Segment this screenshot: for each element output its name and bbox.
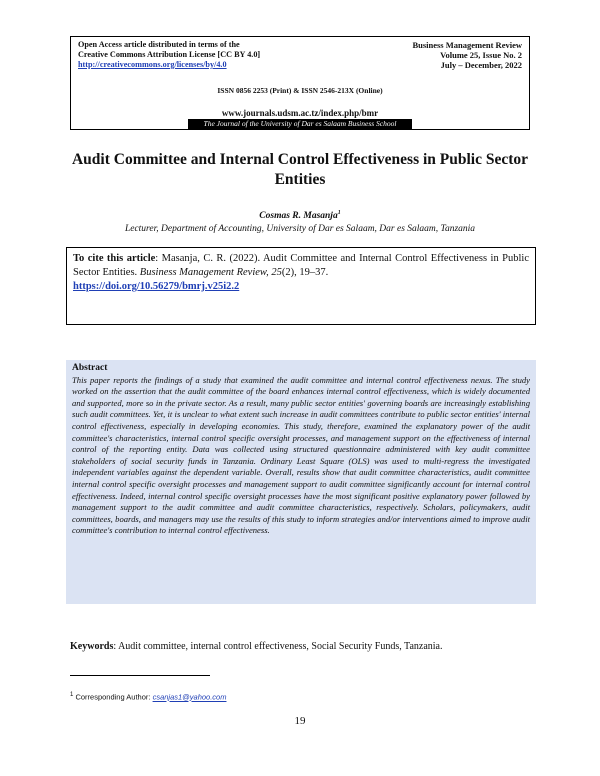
citation-journal: Business Management Review, 25 [139, 267, 282, 278]
journal-name: Business Management Review [412, 40, 522, 50]
license-line-2: Creative Commons Attribution License [CC BY 4.0] [78, 50, 261, 59]
footnote-divider [70, 675, 210, 676]
citation-doi-link[interactable]: https://doi.org/10.56279/bmrj.v25i2.2 [73, 281, 240, 292]
author-name-text: Cosmas R. Masanja [259, 211, 338, 222]
footnote-mark: 1 [70, 692, 74, 698]
abstract-heading: Abstract [72, 363, 108, 373]
citation-box [66, 247, 536, 325]
keywords-line [70, 641, 442, 652]
citation-label: To cite this article [73, 253, 156, 264]
journal-url[interactable]: www.journals.udsm.ac.tz/index.php/bmr [221, 108, 379, 118]
citation-text: : Masanja, C. R. (2022). Audit Committee and Internal Control Effectiveness in Public Sector Entities. [73, 253, 529, 278]
citation-issue-pages: (2), 19–37. [281, 267, 329, 278]
footnote [70, 692, 226, 702]
abstract-body: This paper reports the findings of a study that examined the audit committee and internal control effectiveness nexus. The study worked on the assertion that the audit committee of the board enhances internal control effectiveness, which is widely documented and supported, more so in the private sector. As a result, many public sector entities' governing boards are increasingly establishing such audit committees. Yet, it is unclear to what extent such increase in audit committees contribute to public sector entities' internal control effectiveness, especially in developing economies. This study, therefore, examined the explanatory power of the audit committee's characteristics, internal control specific oversight processes, and management support on the effectiveness of internal control of the reporting entity. Data was collected using structured questionnaire administered with key audit committee stakeholders of social security funds in Tanzania. Ordinary Least Square (OLS) was used to multi-regress the investigated independent variables against the dependent variable. Overall, results show that audit committee characteristics, audit committee internal control specific oversight processes and management support to audit committee significantly account for internal control effectiveness. Indeed, internal control specific oversight processes have the most significant positive explanatory power followed by management support to the audit committee and audit committee characteristics, respectively. Scholars, policymakers, audit committees, boards, and managers may use the results of this study to inform strategies and/or interventions aimed to improve audit committee's contribution to internal control effectiveness. [72, 374, 530, 536]
article-title: Audit Committee and Internal Control Effectiveness in Public Sector Entities [71, 151, 529, 188]
keywords-text: : Audit committee, internal control effectiveness, Social Security Funds, Tanzania. [113, 641, 443, 652]
journal-info-block [412, 40, 522, 70]
keywords-label: Keywords [70, 641, 114, 652]
author-affiliation: Lecturer, Department of Accounting, University of Dar es Salaam, Dar es Salaam, Tanzania [124, 224, 476, 234]
journal-volume: Volume 25, Issue No. 2 [440, 50, 522, 60]
journal-period: July – December, 2022 [440, 60, 522, 70]
license-line-1: Open Access article distributed in terms of the [78, 40, 240, 49]
license-link[interactable]: http://creativecommons.org/licenses/by/4.0 [78, 60, 227, 69]
author-email-link[interactable]: csanjas1@yahoo.com [152, 692, 227, 702]
author-name [0, 210, 600, 221]
author-footnote-mark: 1 [337, 210, 341, 216]
abstract-box [66, 360, 536, 604]
issn-line: ISSN 0856 2253 (Print) & ISSN 2546-213X (Online) [217, 86, 383, 95]
footnote-label: Corresponding Author: [75, 692, 153, 702]
license-block [78, 40, 260, 70]
page-number: 19 [294, 715, 306, 727]
journal-tagline: The Journal of the University of Dar es Salaam Business School [188, 119, 412, 129]
